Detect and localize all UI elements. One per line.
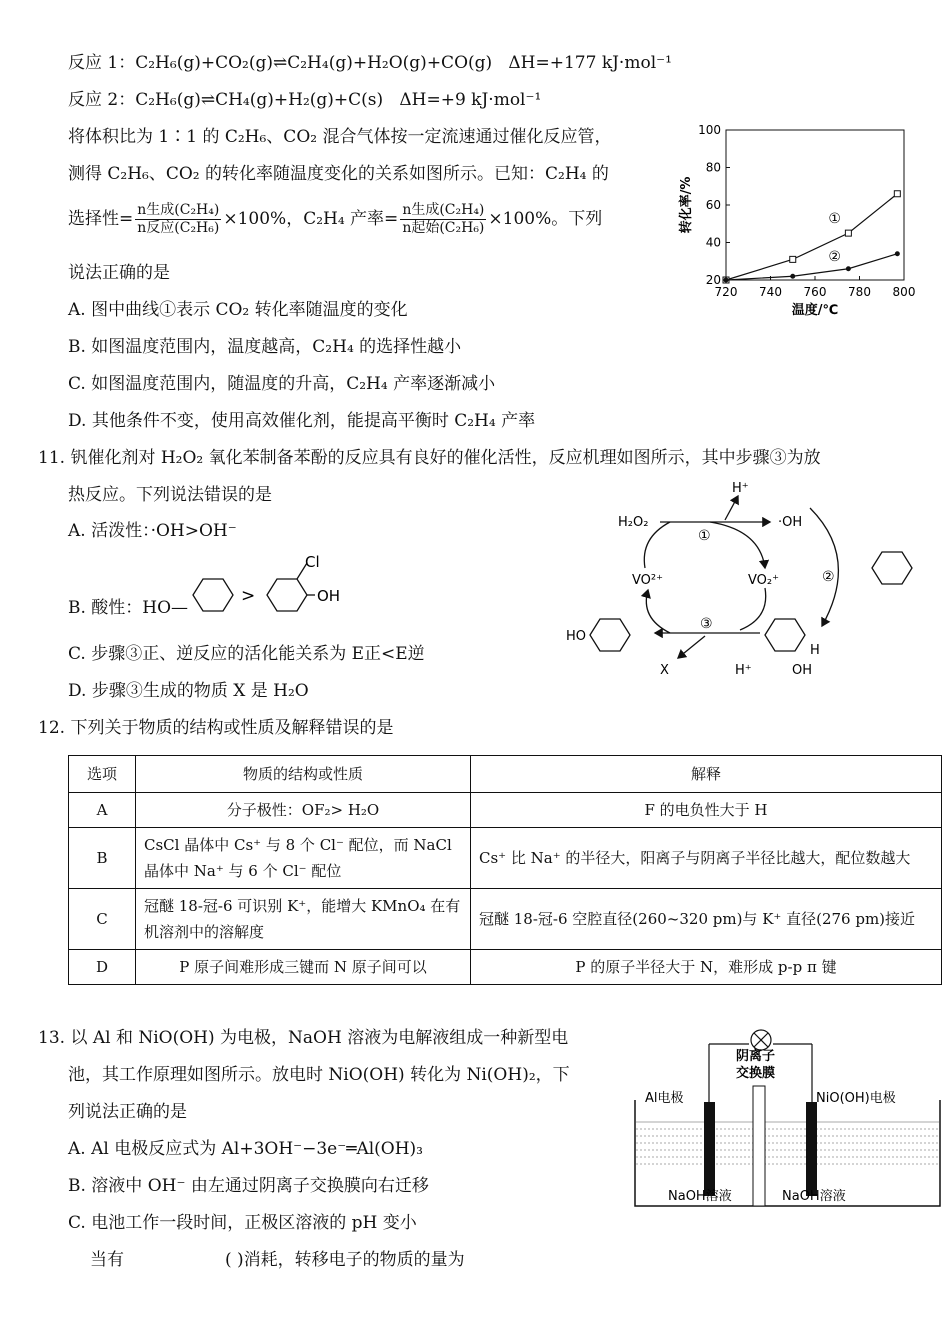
y-axis-label: 转化率/%: [679, 176, 694, 234]
vo2p-label: VO₂⁺: [748, 573, 779, 588]
data-point: [895, 251, 900, 256]
y-tick-label: 60: [705, 198, 721, 212]
q10-option-c: C. 如图温度范围内，随温度的升高，C₂H₄ 产率逐渐减小: [68, 374, 496, 394]
x-axis-label: 温度/℃: [791, 303, 839, 316]
x-tick-label: 740: [759, 285, 782, 299]
q11-stem-1: 11. 钒催化剂对 H₂O₂ 氧化苯制备苯酚的反应具有良好的催化活性，反应机理如图所示，其中步骤③为放: [38, 448, 821, 468]
yield-fraction: $\frac{\text{n生成(C₂H₄)}}{\text{n起始(C₂H₆)}}$: [402, 202, 485, 236]
phenol-ring: [193, 579, 233, 611]
y-tick-label: 20: [705, 273, 721, 287]
greater-than: >: [241, 586, 256, 606]
step2-arrow: [810, 508, 838, 626]
reaction-1: 反应 1：C₂H₆(g)+CO₂(g)⇌C₂H₄(g)+H₂O(g)+CO(g) ΔH=+177 kJ·mol⁻¹: [68, 53, 672, 73]
q13-option-c: C. 电池工作一段时间，正极区溶液的 pH 变小: [68, 1213, 417, 1233]
x-tick-label: 800: [892, 285, 916, 299]
ni-electrode: [806, 1102, 817, 1196]
battery-diagram: [632, 1022, 944, 1210]
benzene-ring: [872, 552, 912, 584]
q11-option-b-structures: [175, 555, 375, 635]
chlorophenol-ring: [267, 579, 307, 611]
ni-electrode-label: NiO(OH)电极: [816, 1091, 896, 1106]
q13-option-b: B. 溶液中 OH⁻ 由左通过阴离子交换膜向右迁移: [68, 1176, 429, 1196]
selectivity-fraction: $\frac{\text{n生成(C₂H₄)}}{\text{n反应(C₂H₆)}}$: [137, 202, 220, 236]
step2-label: ②: [822, 569, 835, 585]
q13-option-d-b: ( )消耗，转移电子的物质的量为: [225, 1250, 465, 1270]
q13-option-d-a: 当有: [90, 1250, 124, 1270]
table-row: B CsCl 晶体中 Cs⁺ 与 8 个 Cl⁻ 配位，而 NaCl 晶体中 Na⁺ 与 6 个 Cl⁻ 配位 Cs⁺ 比 Na⁺ 的半径大，阳离子与阴离子半径比越大，配位数越大: [69, 828, 942, 889]
data-point: [846, 266, 851, 271]
data-point: [790, 256, 796, 262]
h-label: H: [810, 643, 820, 658]
table-row: D P 原子间难形成三键而 N 原子间可以 P 的原子半径大于 N，难形成 p-p π 键: [69, 950, 942, 985]
data-point: [724, 278, 729, 283]
header-option: 选项: [69, 756, 136, 793]
table-header-row: [69, 756, 942, 793]
q11-option-b-label: B. 酸性：HO—: [68, 598, 189, 618]
q12-table: [68, 755, 942, 985]
header-explanation: 解释: [471, 756, 942, 793]
series-label-2: ②: [828, 248, 841, 265]
data-point: [790, 274, 795, 279]
q10-option-b: B. 如图温度范围内，温度越高，C₂H₄ 的选择性越小: [68, 337, 462, 357]
series-label-1: ①: [828, 211, 841, 228]
y-tick-label: 80: [705, 160, 721, 175]
table-row: C 冠醚 18-冠-6 可识别 K⁺，能增大 KMnO₄ 在有机溶剂中的溶解度 冠醚 18-冠-6 空腔直径(260~320 pm)与 K⁺ 直径(276 pm)接近: [69, 889, 942, 950]
q10-line2: 测得 C₂H₆、CO₂ 的转化率随温度变化的关系如图所示。已知：C₂H₄ 的: [68, 164, 609, 184]
q10-line4: 说法正确的是: [68, 263, 170, 283]
phenol-product-ring: [590, 619, 630, 651]
chlorine-label: Cl: [305, 555, 320, 571]
solution-right-label: NaOH溶液: [782, 1189, 846, 1204]
q10-selectivity-formula: 选择性= $\frac{\text{n生成(C₂H₄)}}{\text{n反应(C₂H₆)}}$ ×100%，C₂H₄ 产率= $\frac{\text{n生成(C₂H₄)}}{\text{n起始(C₂H₆)}}$ ×100%。下列: [68, 202, 603, 236]
x-tick-label: 760: [803, 285, 827, 299]
cycle-arc-bottom-left: [646, 590, 670, 633]
solution-left-label: NaOH溶液: [668, 1189, 732, 1204]
ho-label: HO: [566, 629, 587, 644]
data-point: [894, 191, 900, 197]
q13-option-a: A. Al 电极反应式为 Al+3OH⁻−3e⁻═Al(OH)₃: [68, 1139, 423, 1159]
mechanism-diagram: [560, 478, 930, 678]
table-row: A 分子极性：OF₂> H₂O F 的电负性大于 H: [69, 793, 942, 828]
q10-line1: 将体积比为 1∶1 的 C₂H₆、CO₂ 混合气体按一定流速通过催化反应管，: [68, 127, 612, 147]
oh-radical-label: ·OH: [778, 515, 803, 530]
cycle-arc-bottom-right: [740, 588, 766, 630]
q11-option-a: A. 活泼性：·OH>OH⁻: [68, 521, 237, 541]
q13-line3: 列说法正确的是: [68, 1102, 187, 1122]
step3-label: ③: [700, 616, 713, 632]
step1-label: ①: [698, 528, 711, 544]
plot-frame: [726, 130, 904, 280]
q12-stem: 12. 下列关于物质的结构或性质及解释错误的是: [38, 718, 394, 738]
hydroxyl-label: OH: [317, 587, 341, 605]
reaction-2: 反应 2：C₂H₆(g)⇌CH₄(g)+H₂(g)+C(s) ΔH=+9 kJ·mol⁻¹: [68, 90, 542, 110]
h2o2-label: H₂O₂: [618, 515, 649, 530]
cycle-arc-right: [710, 522, 765, 568]
membrane-label-1: 阴离子: [736, 1049, 776, 1064]
header-property: 物质的结构或性质: [136, 756, 471, 793]
q11-option-c: C. 步骤③正、逆反应的活化能关系为 E正<E逆: [68, 644, 425, 664]
q13-line1: 13. 以 Al 和 NiO(OH) 为电极，NaOH 溶液为电解液组成一种新型电: [38, 1028, 569, 1048]
x-arrow: [678, 636, 705, 658]
al-electrode: [704, 1102, 715, 1196]
anion-exchange-membrane: [753, 1086, 765, 1206]
hplus-arrow: [725, 496, 738, 520]
membrane-label-2: 交换膜: [736, 1066, 776, 1081]
q11-stem-2: 热反应。下列说法错误的是: [68, 485, 272, 505]
oh-label: OH: [792, 663, 813, 678]
x-tick-label: 780: [848, 285, 871, 299]
q10-option-a: A. 图中曲线①表示 CO₂ 转化率随温度的变化: [68, 300, 408, 320]
data-point: [845, 230, 851, 236]
q11-option-d: D. 步骤③生成的物质 X 是 H₂O: [68, 681, 309, 701]
y-tick-label: 40: [705, 235, 721, 250]
series-line-1: [726, 194, 897, 280]
series-line-2: [726, 254, 897, 280]
x-label: X: [660, 663, 669, 678]
solution-lines: [636, 1122, 939, 1164]
conversion-chart: [676, 120, 920, 316]
q10-option-d: D. 其他条件不变，使用高效催化剂，能提高平衡时 C₂H₄ 产率: [68, 411, 536, 431]
x-tick-label: 720: [714, 285, 738, 299]
vo2plus-label: VO²⁺: [632, 573, 663, 588]
y-tick-label: 100: [698, 123, 721, 137]
hplus-top-label: H⁺: [732, 481, 749, 496]
intermediate-ring: [765, 619, 805, 651]
q13-line2: 池，其工作原理如图所示。放电时 NiO(OH) 转化为 Ni(OH)₂，下: [68, 1065, 570, 1085]
al-electrode-label: Al电极: [645, 1091, 684, 1106]
hplus-bottom-label: H⁺: [735, 663, 752, 678]
